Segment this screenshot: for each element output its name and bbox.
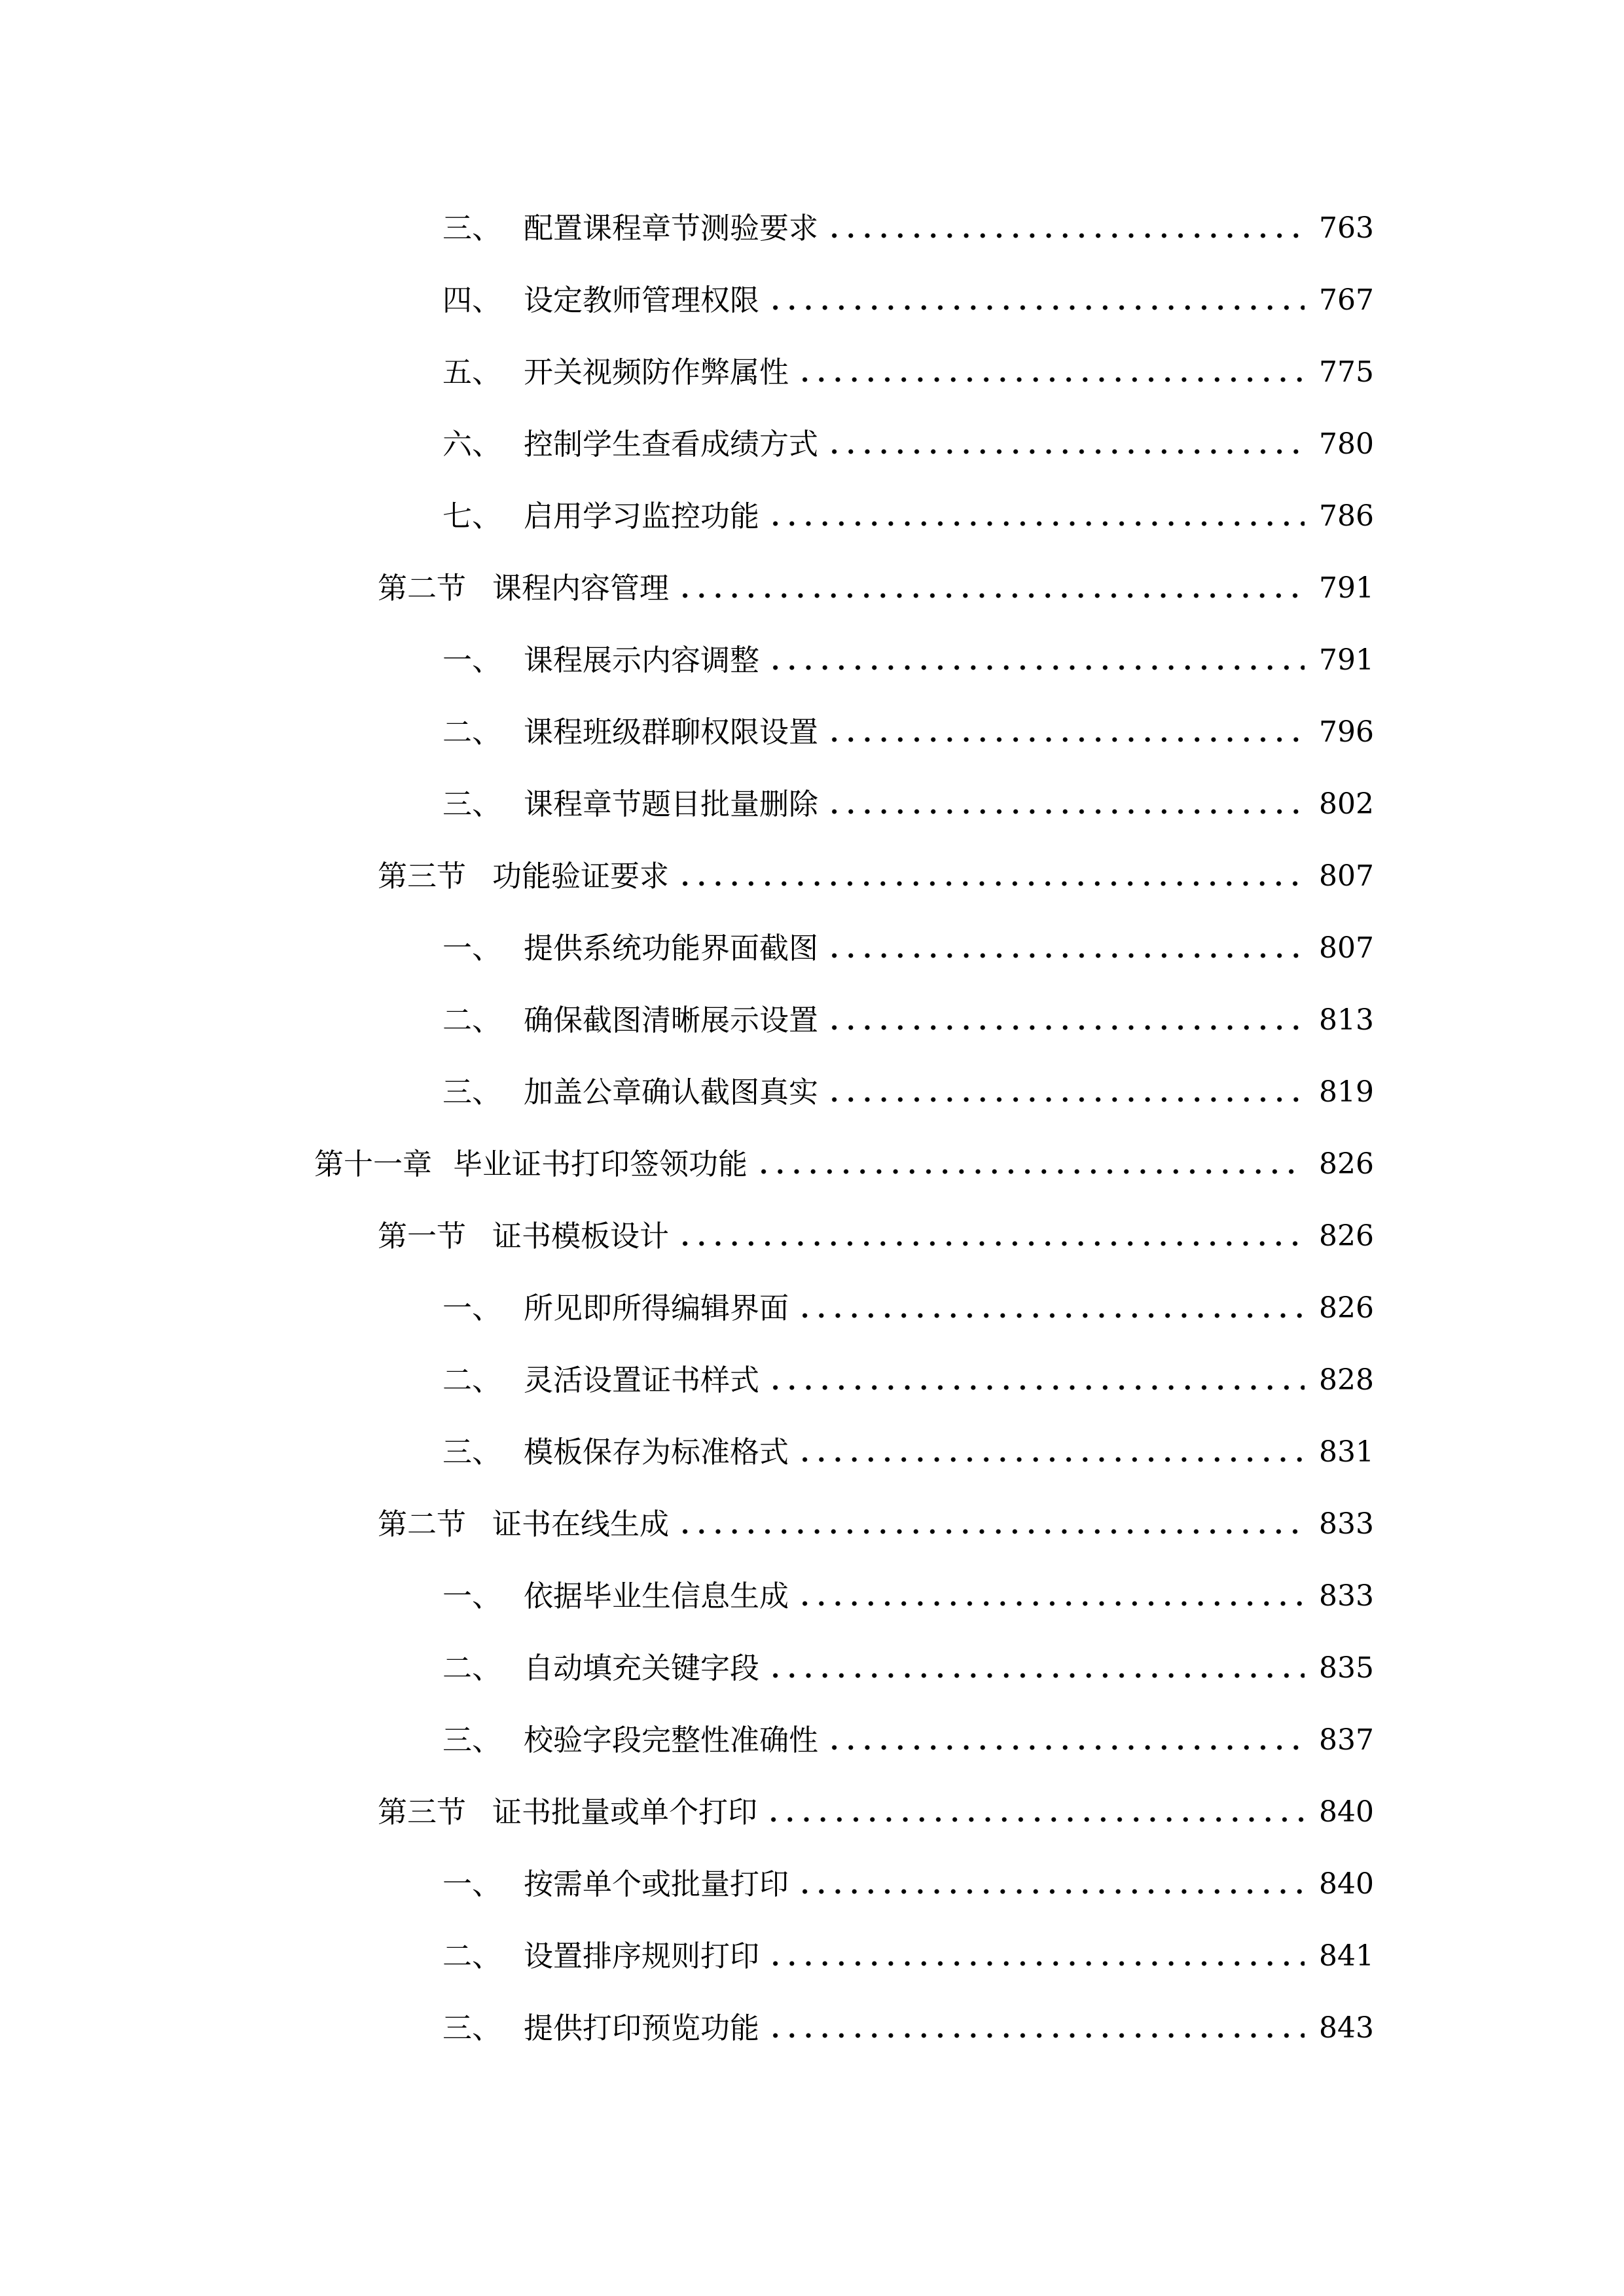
toc-entry-title: 加盖公章确认截图真实 [524,1075,819,1109]
toc-entry[interactable] [442,350,1374,395]
toc-dot-leader [677,592,1305,600]
toc-entry[interactable] [442,2005,1374,2051]
toc-entry-number: 四、 [442,283,502,317]
toc-entry-number: 二、 [442,1939,502,1973]
toc-entry[interactable] [442,278,1374,323]
toc-entry[interactable] [442,206,1374,251]
toc-dot-leader [767,1672,1305,1679]
toc-entry[interactable] [378,565,1374,611]
toc-entry-title: 功能验证要求 [492,859,670,893]
toc-entry[interactable] [378,853,1374,899]
toc-entry-title: 设置排序规则打印 [524,1939,760,1973]
toc-entry-number: 第十一章 [314,1147,433,1181]
toc-dot-leader [826,952,1305,960]
toc-dot-leader [767,1960,1305,1967]
toc-page-number: 833 [1319,1579,1374,1613]
toc-dot-leader [767,664,1305,672]
toc-page-number: 807 [1319,859,1374,893]
toc-dot-leader [826,1744,1305,1751]
toc-entry-title: 证书模板设计 [492,1219,670,1253]
toc-entry-title: 设定教师管理权限 [524,283,760,317]
toc-entry[interactable] [442,422,1374,467]
toc-entry-number: 第一节 [378,1219,467,1253]
toc-entry[interactable] [442,1933,1374,1979]
toc-page-number: 837 [1319,1723,1374,1757]
toc-entry[interactable] [378,1501,1374,1547]
toc-entry-title: 自动填充关键字段 [524,1651,760,1685]
toc-entry-number: 三、 [442,1075,502,1109]
toc-entry[interactable] [442,1861,1374,1907]
toc-dot-leader [767,1384,1305,1391]
toc-entry-number: 二、 [442,1003,502,1037]
toc-entry-title: 依据毕业生信息生成 [524,1579,789,1613]
toc-entry-title: 毕业证书打印签领功能 [453,1147,748,1181]
toc-dot-leader [826,736,1305,744]
toc-page-number: 835 [1319,1651,1374,1685]
toc-entry-title: 校验字段完整性准确性 [524,1723,819,1757]
toc-entry[interactable] [442,1573,1374,1619]
toc-page-number: 763 [1319,211,1374,245]
toc-entry-title: 按需单个或批量打印 [524,1867,789,1901]
toc-entry-number: 三、 [442,787,502,821]
toc-entry-title: 控制学生查看成绩方式 [524,427,819,461]
toc-page-number: 831 [1319,1435,1374,1469]
toc-entry[interactable] [442,1357,1374,1403]
toc-page-number: 796 [1319,715,1374,749]
toc-entry-number: 三、 [442,211,502,245]
toc-page-number: 826 [1319,1291,1374,1325]
toc-page-number: 780 [1319,427,1374,461]
toc-dot-leader [677,1240,1305,1247]
toc-entry-title: 确保截图清晰展示设置 [524,1003,819,1037]
toc-page-number: 826 [1319,1147,1374,1181]
toc-dot-leader [765,1816,1305,1823]
toc-entry-number: 二、 [442,1363,502,1397]
toc-dot-leader [826,1096,1305,1103]
toc-page-number: 840 [1319,1795,1374,1829]
toc-page-number: 767 [1319,283,1374,317]
toc-page-number: 813 [1319,1003,1374,1037]
toc-entry-number: 第二节 [378,571,467,605]
toc-entry[interactable] [378,1789,1374,1835]
toc-entry-number: 六、 [442,427,502,461]
toc-dot-leader [797,1600,1305,1607]
toc-page-number: 807 [1319,931,1374,965]
toc-entry-title: 提供系统功能界面截图 [524,931,819,965]
toc-entry-number: 三、 [442,1723,502,1757]
toc-entry-number: 一、 [442,931,502,965]
toc-entry[interactable] [442,1285,1374,1331]
toc-entry-title: 开关视频防作弊属性 [524,355,789,389]
toc-entry-title: 灵活设置证书样式 [524,1363,760,1397]
toc-entry-title: 证书批量或单个打印 [492,1795,758,1829]
toc-dot-leader [797,1312,1305,1319]
toc-entry[interactable] [442,781,1374,827]
toc-dot-leader [826,1024,1305,1031]
toc-page-number: 819 [1319,1075,1374,1109]
toc-entry[interactable] [442,1429,1374,1475]
toc-page-number: 828 [1319,1363,1374,1397]
toc-page-number: 841 [1319,1939,1374,1973]
toc-page-number: 791 [1319,571,1374,605]
toc-entry-number: 三、 [442,2011,502,2045]
toc-page-number: 791 [1319,643,1374,677]
toc-entry[interactable] [442,1645,1374,1691]
toc-page-number: 786 [1319,499,1374,533]
toc-entry[interactable] [442,1717,1374,1763]
toc-entry[interactable] [442,493,1374,539]
toc-dot-leader [826,232,1305,240]
toc-dot-leader [797,1456,1305,1463]
toc-entry-number: 五、 [442,355,502,389]
toc-dot-leader [755,1168,1305,1175]
toc-entry[interactable] [442,709,1374,755]
toc-entry[interactable] [378,1213,1374,1259]
toc-entry-number: 一、 [442,1579,502,1613]
toc-entry-number: 一、 [442,1291,502,1325]
toc-entry-number: 一、 [442,643,502,677]
toc-page-number: 775 [1319,355,1374,389]
toc-entry-number: 三、 [442,1435,502,1469]
toc-entry-title: 配置课程章节测验要求 [524,211,819,245]
toc-dot-leader [826,448,1305,456]
toc-dot-leader [826,808,1305,816]
toc-page-number: 802 [1319,787,1374,821]
toc-dot-leader [767,520,1305,528]
toc-page-number: 843 [1319,2011,1374,2045]
toc-entry[interactable] [442,925,1374,971]
toc-entry-title: 所见即所得编辑界面 [524,1291,789,1325]
toc-entry-number: 七、 [442,499,502,533]
toc-entry-title: 课程展示内容调整 [524,643,760,677]
toc-page-number: 840 [1319,1867,1374,1901]
toc-entry[interactable] [314,1141,1374,1187]
toc-entry-title: 模板保存为标准格式 [524,1435,789,1469]
toc-entry[interactable] [442,1069,1374,1115]
toc-entry-title: 课程内容管理 [492,571,670,605]
toc-page-number: 833 [1319,1507,1374,1541]
toc-entry-title: 课程班级群聊权限设置 [524,715,819,749]
toc-entry-number: 第三节 [378,1795,467,1829]
toc-entry-title: 课程章节题目批量删除 [524,787,819,821]
toc-entry-title: 证书在线生成 [492,1507,670,1541]
toc-entry-number: 一、 [442,1867,502,1901]
toc-dot-leader [677,1528,1305,1535]
toc-dot-leader [677,880,1305,888]
toc-entry-number: 二、 [442,715,502,749]
toc-dot-leader [767,2032,1305,2039]
toc-dot-leader [767,304,1305,312]
toc-entry-number: 第二节 [378,1507,467,1541]
toc-entry[interactable] [442,997,1374,1043]
toc-entry-number: 第三节 [378,859,467,893]
toc-entry-number: 二、 [442,1651,502,1685]
toc-dot-leader [797,1888,1305,1895]
toc-page-number: 826 [1319,1219,1374,1253]
toc-entry[interactable] [442,637,1374,683]
toc-dot-leader [797,376,1305,384]
toc-entry-title: 启用学习监控功能 [524,499,760,533]
toc-entry-title: 提供打印预览功能 [524,2011,760,2045]
